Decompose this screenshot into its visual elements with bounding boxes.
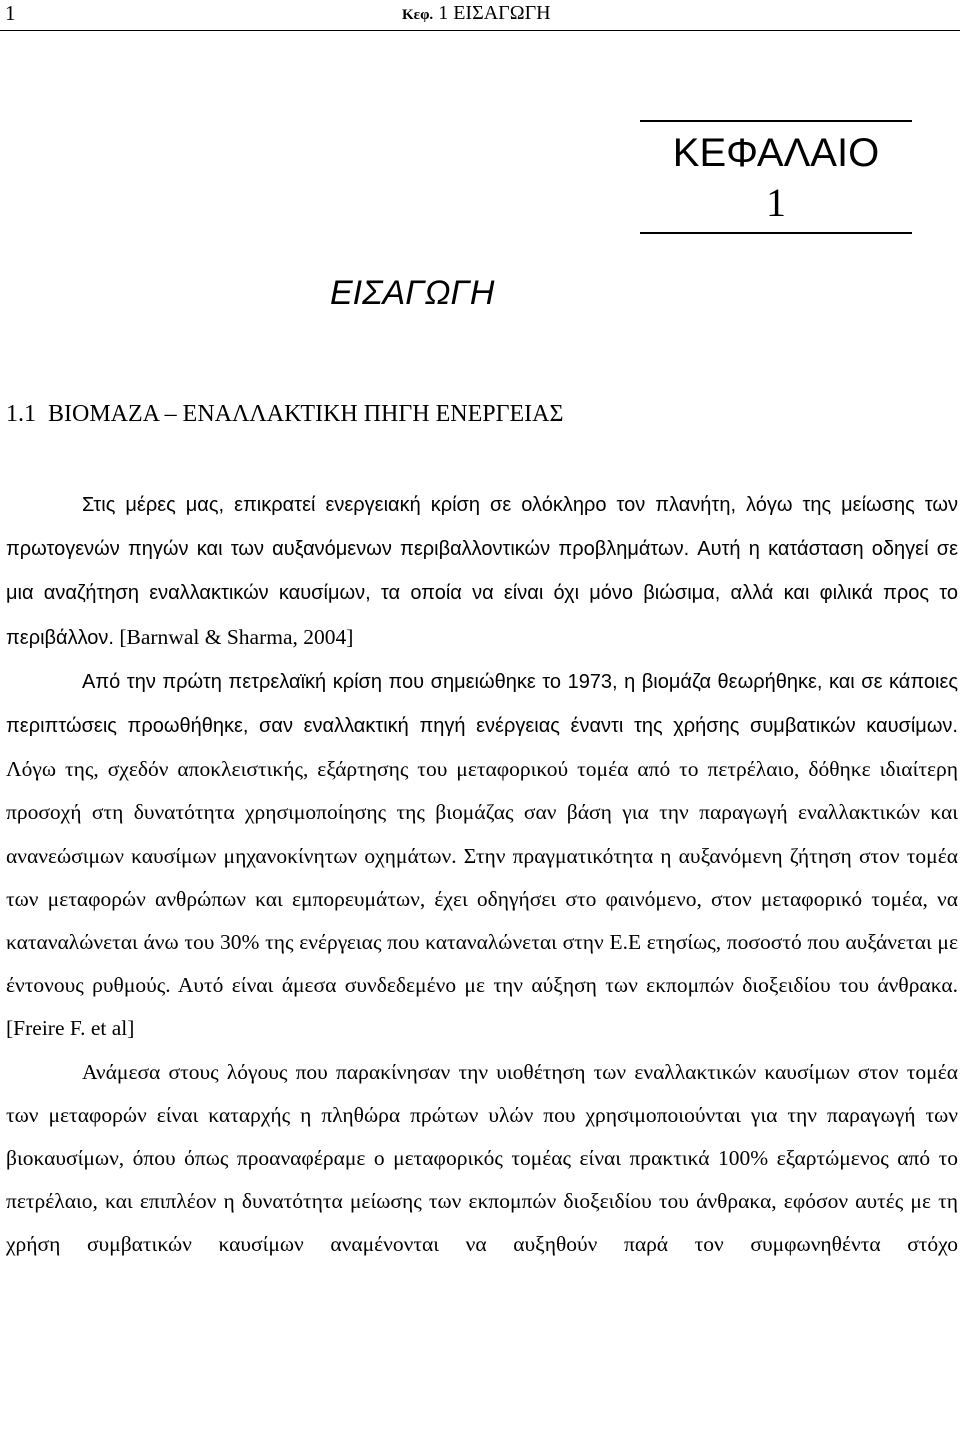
page-number: 1: [5, 1, 16, 25]
chapter-name: ΕΙΣΑΓΩΓΗ: [453, 2, 551, 24]
paragraph-2-sentence-1: Από την πρώτη πετρελαϊκή κρίση που σημειώθηκε το 1973, η βιομάζα θεωρήθηκε, και σε κάποιες περιπτώσεις προωθήθηκε, σαν εναλλακτική πηγή ενέργειας έναντι της χρήσης συμβατικών καυσίμων.: [6, 670, 958, 738]
chapter-heading-box: [640, 120, 912, 234]
body-text: [6, 483, 958, 1267]
chapter-number: 1: [766, 180, 786, 225]
chapter-label: ΚΕΦΑΛΑΙΟ: [672, 131, 880, 175]
running-chapter-title: [402, 0, 551, 28]
section-number: 1.1: [6, 401, 36, 427]
paragraph-1: [6, 483, 958, 660]
paragraph-2-sentence-3: Στην πραγματικότητα η αυξανόμενη ζήτηση στον τομέα των μεταφορών ανθρώπων και εμπορευμάτων, έχει οδηγήσει στο φαινόμενο, στον μεταφορικό τομέα, να καταναλώνεται άνω του 30% της ενέργειας που καταναλώνεται στην Ε.Ε ετησίως, ποσοστό που αυξάνεται με έντονους ρυθμούς.: [6, 843, 959, 998]
paragraph-3-sentence-1: Ανάμεσα στους λόγους που παρακίνησαν την υιοθέτηση των εναλλακτικών καυσίμων στον τομέα των μεταφορών είναι καταρχής η πληθώρα πρώτων υλών που χρησιμοποιούνται για την παραγωγή των βιοκαυσίμων, όπου όπως προαναφέραμε ο μεταφορικός τομέας είναι πρακτικά 100% εξαρτώμενος από το πετρέλαιο, και επιπλέον η δυνατότητα μείωσης των εκπομπών διοξειδίου του άνθρακα, εφόσον αυτές με τη χρήση συμβατικών καυσίμων αναμένονται να αυξηθούν παρά τον συμφωνηθέντα στόχο: [6, 1059, 958, 1257]
paragraph-2: [6, 660, 958, 1051]
paragraph-3: [6, 1051, 958, 1267]
paragraph-2-sentence-4: Αυτό είναι άμεσα συνδεδεμένο με την αύξηση των εκπομπών διοξειδίου του άνθρακα.: [177, 973, 958, 998]
section-title: ΒΙΟΜΑΖΑ – ΕΝΑΛΛΑΚΤΙΚΗ ΠΗΓΗ ΕΝΕΡΓΕΙΑΣ: [48, 401, 564, 427]
paragraph-1-sentence-2: Αυτή η κατάσταση οδηγεί σε μια αναζήτηση εναλλακτικών καυσίμων, τα οποία να είναι όχι μόνο βιώσιμα, αλλά και φιλικά προς το περιβάλλον.: [6, 538, 959, 649]
section-heading: [6, 394, 563, 434]
paragraph-1-sentence-1: Στις μέρες μας, επικρατεί ενεργειακή κρίση σε ολόκληρο τον πλανήτη, λόγω της μείωσης των πρωτογενών πηγών και των αυξανόμενων περιβαλλοντικών προβλημάτων.: [6, 494, 958, 561]
paragraph-1-citation: [Barnwal & Sharma, 2004]: [119, 624, 354, 649]
paragraph-2-sentence-2: Λόγω της, σχεδόν αποκλειστικής, εξάρτησης του μεταφορικού τομέα από το πετρέλαιο, δόθηκε ιδιαίτερη προσοχή στη δυνατότητα χρησιμοποίησης της βιομάζας σαν βάση για την παραγωγή εναλλακτικών και ανανεώσιμων καυσίμων μηχανοκίνητων οχημάτων.: [6, 757, 958, 868]
paragraph-2-citation: [Freire F. et al]: [6, 1016, 135, 1041]
chapter-abbrev: Κεφ.: [402, 7, 434, 23]
chapter-title: ΕΙΣΑΓΩΓΗ: [330, 274, 495, 312]
running-header: [0, 0, 960, 31]
chapter-ref: 1: [438, 2, 449, 24]
